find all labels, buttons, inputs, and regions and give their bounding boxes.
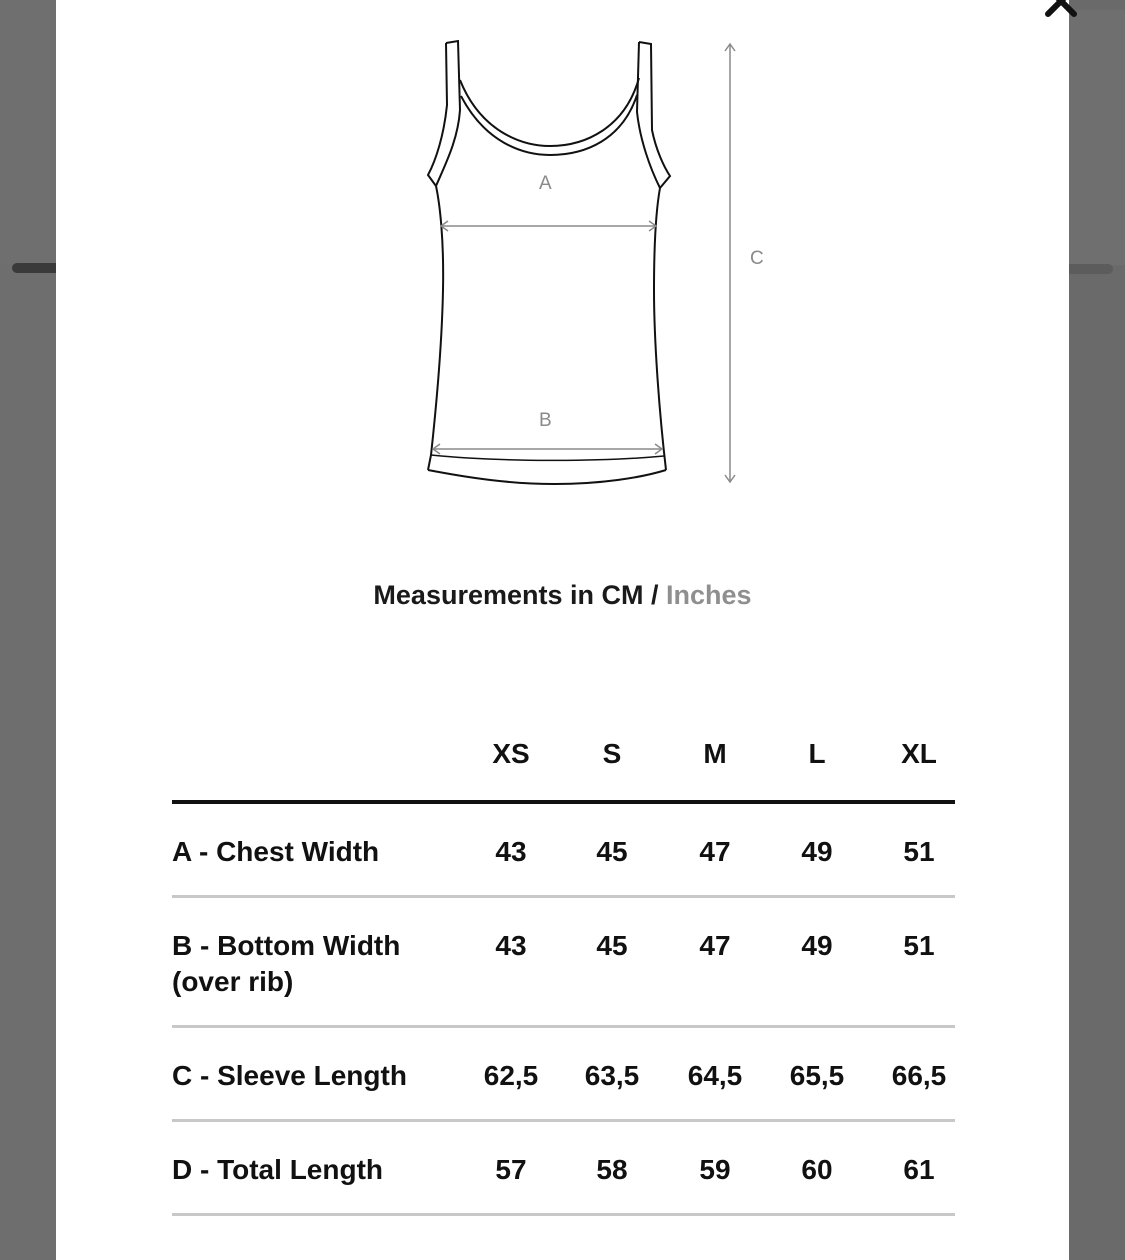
table-cell: 43 [495, 836, 527, 867]
close-button[interactable] [1041, 0, 1081, 20]
table-row-total-length [172, 1122, 955, 1216]
background-page-right [1069, 10, 1125, 265]
row-label: A - Chest Width [172, 836, 380, 867]
row-label: C - Sleeve Length [172, 1060, 407, 1091]
unit-inches-option[interactable]: Inches [666, 580, 752, 610]
table-cell: 62,5 [483, 1060, 539, 1091]
table-row-chest-width [172, 804, 955, 898]
table-row-sleeve-length [172, 1028, 955, 1122]
background-divider-left [12, 263, 56, 273]
table-cell: 49 [801, 836, 833, 867]
table-cell: 58 [596, 1154, 628, 1185]
unit-toggle [0, 580, 1125, 611]
row-label: D - Total Length [172, 1154, 383, 1185]
diagram-label-c: C [750, 248, 764, 269]
table-cell: 64,5 [687, 1060, 743, 1091]
size-header-l: L [808, 738, 826, 769]
close-icon [1041, 0, 1081, 20]
table-cell: 51 [903, 930, 935, 961]
background-divider-right [1069, 264, 1113, 274]
table-cell: 63,5 [584, 1060, 640, 1091]
diagram-label-b: B [539, 410, 552, 431]
tank-top-diagram [410, 30, 770, 500]
tank-top-illustration [410, 30, 770, 500]
background-page-left [0, 0, 56, 265]
unit-cm-option[interactable]: Measurements in CM [373, 580, 644, 610]
unit-separator: / [643, 580, 667, 610]
table-cell: 66,5 [891, 1060, 947, 1091]
table-cell: 59 [699, 1154, 731, 1185]
row-label [172, 928, 462, 1000]
table-cell: 47 [699, 836, 731, 867]
table-cell: 51 [903, 836, 935, 867]
size-header-s: S [602, 738, 622, 769]
table-cell: 45 [596, 836, 628, 867]
table-row-bottom-width [172, 898, 955, 1028]
row-label-line: B - Bottom Width [172, 930, 401, 961]
size-header-xs: XS [492, 738, 530, 769]
row-label-line: (over rib) [172, 966, 294, 997]
diagram-label-a: A [539, 173, 552, 194]
table-cell: 43 [495, 930, 527, 961]
table-cell: 57 [495, 1154, 527, 1185]
size-table-header [172, 720, 955, 804]
size-header-m: M [703, 738, 727, 769]
table-cell: 65,5 [789, 1060, 845, 1091]
table-cell: 60 [801, 1154, 833, 1185]
table-cell: 47 [699, 930, 731, 961]
table-cell: 45 [596, 930, 628, 961]
table-cell: 49 [801, 930, 833, 961]
size-table [172, 720, 955, 1216]
size-header-xl: XL [901, 738, 937, 769]
table-cell: 61 [903, 1154, 935, 1185]
